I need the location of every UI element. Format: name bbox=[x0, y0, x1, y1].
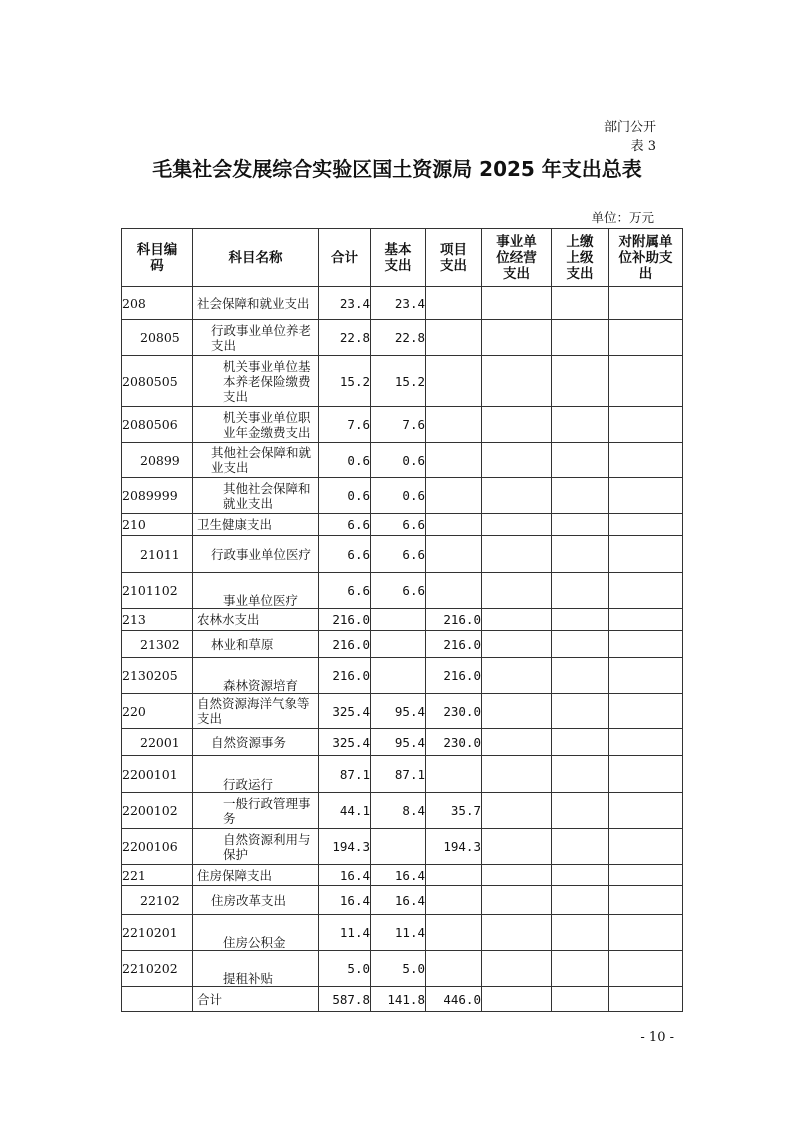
project-expense-cell bbox=[426, 886, 482, 915]
subsidiary-subsidy-cell bbox=[609, 793, 683, 829]
table-row bbox=[122, 356, 683, 407]
column-header: 基本支出 bbox=[371, 229, 426, 287]
table-row bbox=[122, 658, 683, 694]
subject-code-cell: 210 bbox=[122, 514, 193, 536]
table-row bbox=[122, 573, 683, 609]
business-expense-cell bbox=[482, 951, 552, 987]
subsidiary-subsidy-cell bbox=[609, 658, 683, 694]
basic-expense-cell: 7.6 bbox=[371, 407, 426, 443]
total-cell: 23.4 bbox=[319, 287, 371, 320]
subject-name-cell: 事业单位医疗 bbox=[193, 573, 319, 609]
subject-code-cell: 2089999 bbox=[122, 478, 193, 514]
project-expense-cell: 446.0 bbox=[426, 987, 482, 1012]
remit-superior-cell bbox=[552, 407, 609, 443]
subsidiary-subsidy-cell bbox=[609, 536, 683, 573]
total-cell: 7.6 bbox=[319, 407, 371, 443]
subsidiary-subsidy-cell bbox=[609, 320, 683, 356]
remit-superior-cell bbox=[552, 658, 609, 694]
remit-superior-cell bbox=[552, 756, 609, 793]
subject-name-cell: 森林资源培育 bbox=[193, 658, 319, 694]
remit-superior-cell bbox=[552, 987, 609, 1012]
business-expense-cell bbox=[482, 287, 552, 320]
total-cell: 325.4 bbox=[319, 694, 371, 729]
column-header: 合计 bbox=[319, 229, 371, 287]
business-expense-cell bbox=[482, 478, 552, 514]
project-expense-cell: 230.0 bbox=[426, 729, 482, 756]
subsidiary-subsidy-cell bbox=[609, 886, 683, 915]
subject-name-cell: 行政事业单位养老支出 bbox=[193, 320, 319, 356]
basic-expense-cell: 11.4 bbox=[371, 915, 426, 951]
business-expense-cell bbox=[482, 514, 552, 536]
subject-name-cell: 其他社会保障和就业支出 bbox=[193, 443, 319, 478]
subject-name-cell: 卫生健康支出 bbox=[193, 514, 319, 536]
basic-expense-cell: 0.6 bbox=[371, 443, 426, 478]
subsidiary-subsidy-cell bbox=[609, 729, 683, 756]
project-expense-cell bbox=[426, 514, 482, 536]
basic-expense-cell: 87.1 bbox=[371, 756, 426, 793]
table-row bbox=[122, 729, 683, 756]
basic-expense-cell: 6.6 bbox=[371, 536, 426, 573]
business-expense-cell bbox=[482, 987, 552, 1012]
page-title: 毛集社会发展综合实验区国土资源局 2025 年支出总表 bbox=[152, 157, 642, 181]
basic-expense-cell bbox=[371, 658, 426, 694]
column-header: 科目名称 bbox=[193, 229, 319, 287]
total-cell: 16.4 bbox=[319, 886, 371, 915]
total-cell: 5.0 bbox=[319, 951, 371, 987]
basic-expense-cell: 6.6 bbox=[371, 573, 426, 609]
total-cell: 216.0 bbox=[319, 631, 371, 658]
subsidiary-subsidy-cell bbox=[609, 915, 683, 951]
total-cell: 6.6 bbox=[319, 514, 371, 536]
business-expense-cell bbox=[482, 443, 552, 478]
total-cell: 587.8 bbox=[319, 987, 371, 1012]
table-row bbox=[122, 631, 683, 658]
total-cell: 11.4 bbox=[319, 915, 371, 951]
project-expense-cell bbox=[426, 536, 482, 573]
subsidiary-subsidy-cell bbox=[609, 514, 683, 536]
total-cell: 16.4 bbox=[319, 865, 371, 886]
subsidiary-subsidy-cell bbox=[609, 865, 683, 886]
remit-superior-cell bbox=[552, 886, 609, 915]
subsidiary-subsidy-cell bbox=[609, 829, 683, 865]
business-expense-cell bbox=[482, 407, 552, 443]
basic-expense-cell: 16.4 bbox=[371, 886, 426, 915]
remit-superior-cell bbox=[552, 951, 609, 987]
project-expense-cell: 216.0 bbox=[426, 609, 482, 631]
table-row bbox=[122, 407, 683, 443]
remit-superior-cell bbox=[552, 356, 609, 407]
subject-code-cell: 20899 bbox=[122, 443, 193, 478]
project-expense-cell: 194.3 bbox=[426, 829, 482, 865]
table-row bbox=[122, 793, 683, 829]
project-expense-cell bbox=[426, 443, 482, 478]
table-row bbox=[122, 287, 683, 320]
column-header: 上缴上级支出 bbox=[552, 229, 609, 287]
project-expense-cell bbox=[426, 478, 482, 514]
basic-expense-cell bbox=[371, 609, 426, 631]
subject-code-cell: 220 bbox=[122, 694, 193, 729]
business-expense-cell bbox=[482, 865, 552, 886]
subject-code-cell: 22102 bbox=[122, 886, 193, 915]
subject-code-cell: 2200106 bbox=[122, 829, 193, 865]
project-expense-cell: 216.0 bbox=[426, 631, 482, 658]
subject-name-cell: 其他社会保障和就业支出 bbox=[193, 478, 319, 514]
subsidiary-subsidy-cell bbox=[609, 443, 683, 478]
subject-code-cell: 2200102 bbox=[122, 793, 193, 829]
business-expense-cell bbox=[482, 756, 552, 793]
basic-expense-cell: 95.4 bbox=[371, 729, 426, 756]
table-row bbox=[122, 443, 683, 478]
remit-superior-cell bbox=[552, 443, 609, 478]
subject-name-cell: 机关事业单位职业年金缴费支出 bbox=[193, 407, 319, 443]
column-header: 科目编码 bbox=[122, 229, 193, 287]
business-expense-cell bbox=[482, 573, 552, 609]
subject-name-cell: 自然资源利用与保护 bbox=[193, 829, 319, 865]
subject-name-cell: 自然资源海洋气象等支出 bbox=[193, 694, 319, 729]
subject-name-cell: 住房公积金 bbox=[193, 915, 319, 951]
total-cell: 6.6 bbox=[319, 536, 371, 573]
basic-expense-cell bbox=[371, 631, 426, 658]
subject-code-cell: 22001 bbox=[122, 729, 193, 756]
subject-name-cell: 机关事业单位基本养老保险缴费支出 bbox=[193, 356, 319, 407]
total-cell: 87.1 bbox=[319, 756, 371, 793]
subject-code-cell: 2080505 bbox=[122, 356, 193, 407]
subject-name-cell: 农林水支出 bbox=[193, 609, 319, 631]
total-cell: 22.8 bbox=[319, 320, 371, 356]
subject-name-cell: 自然资源事务 bbox=[193, 729, 319, 756]
remit-superior-cell bbox=[552, 631, 609, 658]
subject-code-cell: 2130205 bbox=[122, 658, 193, 694]
business-expense-cell bbox=[482, 356, 552, 407]
subject-name-cell: 社会保障和就业支出 bbox=[193, 287, 319, 320]
subsidiary-subsidy-cell bbox=[609, 694, 683, 729]
remit-superior-cell bbox=[552, 478, 609, 514]
business-expense-cell bbox=[482, 915, 552, 951]
business-expense-cell bbox=[482, 694, 552, 729]
total-cell: 0.6 bbox=[319, 443, 371, 478]
table-row bbox=[122, 478, 683, 514]
table-header-row bbox=[122, 229, 683, 287]
project-expense-cell: 35.7 bbox=[426, 793, 482, 829]
business-expense-cell bbox=[482, 658, 552, 694]
table-row bbox=[122, 756, 683, 793]
remit-superior-cell bbox=[552, 829, 609, 865]
subject-name-cell: 住房保障支出 bbox=[193, 865, 319, 886]
total-cell: 15.2 bbox=[319, 356, 371, 407]
table-row bbox=[122, 536, 683, 573]
project-expense-cell bbox=[426, 865, 482, 886]
basic-expense-cell: 5.0 bbox=[371, 951, 426, 987]
subsidiary-subsidy-cell bbox=[609, 609, 683, 631]
project-expense-cell bbox=[426, 407, 482, 443]
subsidiary-subsidy-cell bbox=[609, 573, 683, 609]
subject-code-cell: 2101102 bbox=[122, 573, 193, 609]
subject-code-cell: 21302 bbox=[122, 631, 193, 658]
total-cell: 194.3 bbox=[319, 829, 371, 865]
total-cell: 216.0 bbox=[319, 609, 371, 631]
basic-expense-cell: 95.4 bbox=[371, 694, 426, 729]
remit-superior-cell bbox=[552, 729, 609, 756]
column-header: 对附属单位补助支出 bbox=[609, 229, 683, 287]
remit-superior-cell bbox=[552, 793, 609, 829]
remit-superior-cell bbox=[552, 694, 609, 729]
page-number: - 10 - bbox=[640, 1030, 674, 1045]
table-row bbox=[122, 987, 683, 1012]
table-row bbox=[122, 915, 683, 951]
business-expense-cell bbox=[482, 609, 552, 631]
remit-superior-cell bbox=[552, 609, 609, 631]
remit-superior-cell bbox=[552, 320, 609, 356]
project-expense-cell bbox=[426, 320, 482, 356]
basic-expense-cell: 16.4 bbox=[371, 865, 426, 886]
total-cell: 0.6 bbox=[319, 478, 371, 514]
table-row bbox=[122, 865, 683, 886]
project-expense-cell: 216.0 bbox=[426, 658, 482, 694]
business-expense-cell bbox=[482, 631, 552, 658]
table-row bbox=[122, 829, 683, 865]
subject-name-cell: 合计 bbox=[193, 987, 319, 1012]
subject-code-cell: 2200101 bbox=[122, 756, 193, 793]
subject-code-cell: 213 bbox=[122, 609, 193, 631]
business-expense-cell bbox=[482, 729, 552, 756]
column-header: 事业单位经营支出 bbox=[482, 229, 552, 287]
business-expense-cell bbox=[482, 829, 552, 865]
table-row bbox=[122, 951, 683, 987]
table-row bbox=[122, 514, 683, 536]
expenditure-table bbox=[121, 228, 683, 1012]
subject-code-cell: 2210202 bbox=[122, 951, 193, 987]
project-expense-cell bbox=[426, 356, 482, 407]
subsidiary-subsidy-cell bbox=[609, 987, 683, 1012]
remit-superior-cell bbox=[552, 573, 609, 609]
business-expense-cell bbox=[482, 793, 552, 829]
subject-code-cell: 208 bbox=[122, 287, 193, 320]
basic-expense-cell: 23.4 bbox=[371, 287, 426, 320]
project-expense-cell: 230.0 bbox=[426, 694, 482, 729]
subject-name-cell: 提租补贴 bbox=[193, 951, 319, 987]
table-row bbox=[122, 886, 683, 915]
remit-superior-cell bbox=[552, 865, 609, 886]
basic-expense-cell bbox=[371, 829, 426, 865]
subsidiary-subsidy-cell bbox=[609, 287, 683, 320]
subsidiary-subsidy-cell bbox=[609, 407, 683, 443]
remit-superior-cell bbox=[552, 287, 609, 320]
basic-expense-cell: 15.2 bbox=[371, 356, 426, 407]
subject-code-cell: 2080506 bbox=[122, 407, 193, 443]
remit-superior-cell bbox=[552, 514, 609, 536]
unit-label: 单位：万元 bbox=[591, 210, 654, 225]
subject-name-cell: 行政运行 bbox=[193, 756, 319, 793]
project-expense-cell bbox=[426, 951, 482, 987]
subject-name-cell: 住房改革支出 bbox=[193, 886, 319, 915]
subject-name-cell: 一般行政管理事务 bbox=[193, 793, 319, 829]
subject-code-cell: 221 bbox=[122, 865, 193, 886]
basic-expense-cell: 0.6 bbox=[371, 478, 426, 514]
table-row bbox=[122, 320, 683, 356]
table-row bbox=[122, 609, 683, 631]
subsidiary-subsidy-cell bbox=[609, 356, 683, 407]
subsidiary-subsidy-cell bbox=[609, 951, 683, 987]
business-expense-cell bbox=[482, 320, 552, 356]
subject-name-cell: 林业和草原 bbox=[193, 631, 319, 658]
basic-expense-cell: 6.6 bbox=[371, 514, 426, 536]
remit-superior-cell bbox=[552, 915, 609, 951]
total-cell: 216.0 bbox=[319, 658, 371, 694]
table-row bbox=[122, 694, 683, 729]
business-expense-cell bbox=[482, 536, 552, 573]
table-body bbox=[122, 287, 683, 1012]
remit-superior-cell bbox=[552, 536, 609, 573]
business-expense-cell bbox=[482, 886, 552, 915]
subject-code-cell: 2210201 bbox=[122, 915, 193, 951]
total-cell: 325.4 bbox=[319, 729, 371, 756]
project-expense-cell bbox=[426, 915, 482, 951]
project-expense-cell bbox=[426, 573, 482, 609]
basic-expense-cell: 141.8 bbox=[371, 987, 426, 1012]
subsidiary-subsidy-cell bbox=[609, 631, 683, 658]
subject-code-cell: 21011 bbox=[122, 536, 193, 573]
subject-code-cell bbox=[122, 987, 193, 1012]
total-cell: 44.1 bbox=[319, 793, 371, 829]
basic-expense-cell: 22.8 bbox=[371, 320, 426, 356]
project-expense-cell bbox=[426, 287, 482, 320]
subject-code-cell: 20805 bbox=[122, 320, 193, 356]
subject-name-cell: 行政事业单位医疗 bbox=[193, 536, 319, 573]
subsidiary-subsidy-cell bbox=[609, 478, 683, 514]
form-number: 部门公开表 3 bbox=[603, 120, 656, 154]
column-header: 项目支出 bbox=[426, 229, 482, 287]
project-expense-cell bbox=[426, 756, 482, 793]
subsidiary-subsidy-cell bbox=[609, 756, 683, 793]
total-cell: 6.6 bbox=[319, 573, 371, 609]
basic-expense-cell: 8.4 bbox=[371, 793, 426, 829]
